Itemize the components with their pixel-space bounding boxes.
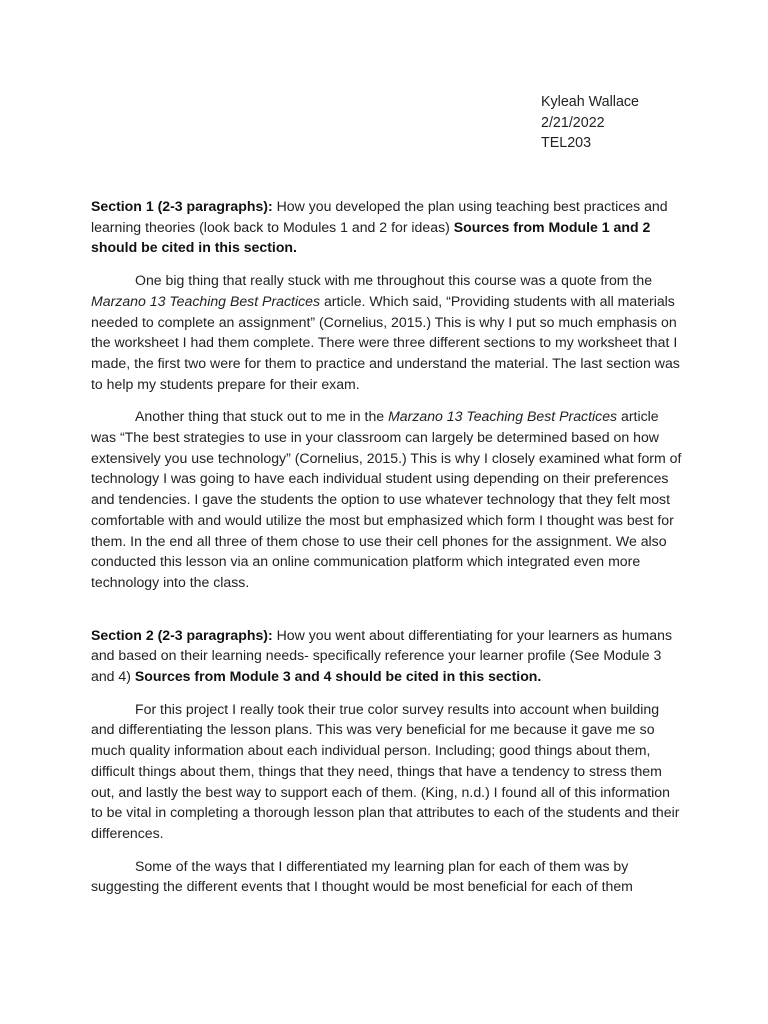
section-1-sources-note: Sources from Module 1 and 2 should be cited in this section.	[91, 218, 651, 256]
section-2-paragraph-2: Some of the ways that I differentiated my learning plan for each of them was by suggesting the different events that I thought would be most beneficial for each of them	[91, 857, 633, 895]
article-title: Marzano 13 Teaching Best Practices	[91, 292, 321, 309]
section-spacer	[91, 605, 685, 625]
author-name: Kyleah Wallace	[541, 94, 640, 110]
paragraph-text: Another thing that stuck out to me in the	[135, 408, 389, 425]
section-2-prompt-text: How you went about differentiating for your learners as humans and based on their learning needs- specifically reference your learner profile (See Module 3 and 4)	[91, 626, 672, 685]
article-title: Marzano 13 Teaching Best Practices	[388, 408, 618, 425]
paragraph-text: article was “The best strategies to use in your classroom can largely be determined based on how extensively you use technology” (Cornelius, 2015.) This is why I closely examined what form of technology I was going to have each individual student using depending on their preferences and tendencies. I gave the students the option to use whatever technology that they felt most comfortable with and would utilize the most but emphasized which form I thought was best for them. In the end all three of them chose to use their cell phones for the assignment. We also conducted this lesson via an online communication platform which integrated even more technology into the class.	[91, 408, 682, 590]
document-body	[91, 196, 685, 909]
section-2-prompt	[91, 625, 685, 687]
section-2-sources-note: Sources from Module 3 and 4 should be cited in this section.	[134, 668, 542, 685]
section-1-prompt	[91, 196, 685, 258]
section-2-paragraph-1: For this project I really took their true color survey results into account when building and differentiating the lesson plans. This was very beneficial for me because it gave me so much quality information about each individual person. Including; good things about them, difficult things about them, things that they need, things that have a tendency to stress them out, and lastly the best way to support each of them. (King, n.d.) I found all of this information to be vital in completing a thorough lesson plan that attributes to each of the students and their differences.	[91, 700, 680, 841]
section-1-paragraph-1	[91, 270, 685, 394]
document-date: 2/21/2022	[541, 114, 605, 131]
paragraph-text: article. Which said, “Providing students with all materials needed to complete an assignment” (Cornelius, 2015.) This is why I put so much emphasis on the worksheet I had them complete. There were three different sections to my worksheet that I made, the first two were for them to practice and understand the material. The last section was to help my students prepare for their exam.	[91, 292, 680, 392]
course-code: TEL203	[541, 135, 592, 151]
section-2-label: Section 2 (2-3 paragraphs):	[91, 626, 273, 643]
author-header	[541, 92, 639, 154]
section-1-paragraph-2	[91, 406, 685, 592]
section-1-prompt-text: How you developed the plan using teaching best practices and learning theories (look back to Modules 1 and 2 for ideas)	[91, 198, 668, 235]
section-1-label: Section 1 (2-3 paragraphs):	[91, 198, 273, 214]
paragraph-text: One big thing that really stuck with me throughout this course was a quote from the	[135, 272, 653, 289]
